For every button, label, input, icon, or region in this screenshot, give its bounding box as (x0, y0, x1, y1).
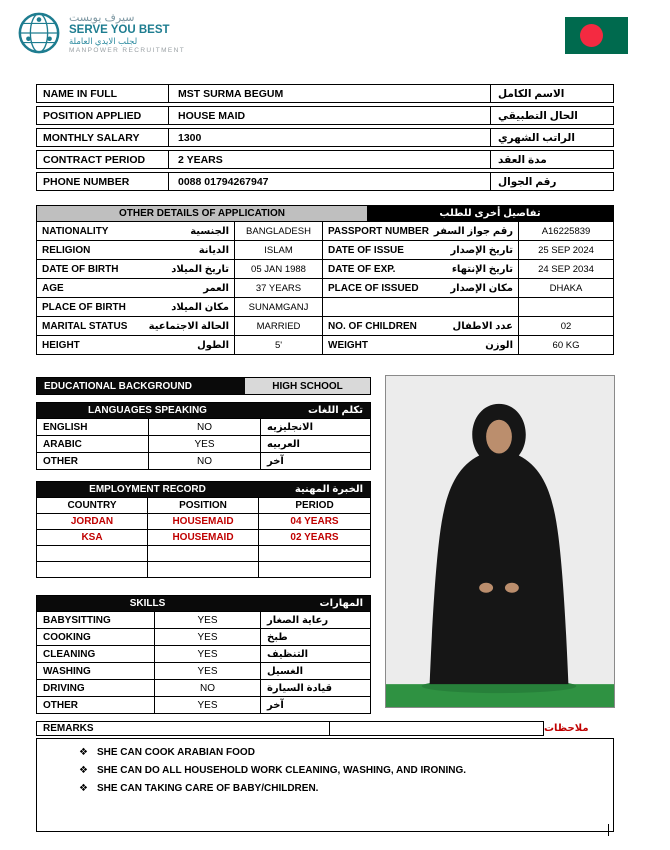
field-label-pair (37, 222, 235, 240)
field-label-en: NO. OF CHILDREN (328, 320, 417, 332)
column-header: COUNTRY (37, 498, 148, 513)
table-row (36, 260, 614, 279)
table-row (36, 663, 371, 680)
section-title-ar: تفاصيل أخرى للطلب (367, 206, 613, 221)
section-header (36, 402, 371, 419)
field-label-ar: عدد الاطفال (452, 320, 513, 332)
field-label-ar: العمر (203, 282, 229, 294)
diamond-bullet-icon: ❖ (79, 765, 88, 776)
field-label-pair (37, 260, 235, 278)
languages-section (36, 402, 371, 470)
table-row (36, 279, 614, 298)
field-value: 0088 01794267947 (169, 173, 491, 190)
employment-country: JORDAN (37, 514, 148, 529)
table-row (36, 172, 614, 191)
logo-arabic-tagline: لجلب الايدي العاملة (69, 35, 138, 46)
field-label-pair (323, 222, 519, 240)
personal-info-table (36, 84, 614, 194)
remarks-title-en: REMARKS (36, 721, 330, 736)
field-label-pair (37, 279, 235, 297)
field-label-ar: مكان الميلاد (171, 301, 229, 313)
section-header (36, 481, 371, 498)
field-label-pair (323, 317, 519, 335)
field-label-ar: تاريخ الإصدار (450, 244, 513, 256)
table-row (36, 646, 371, 663)
skill-name: WASHING (37, 663, 155, 679)
language-value: NO (149, 453, 261, 469)
logo-company-name: SERVE YOU BEST (69, 23, 170, 36)
section-header (36, 595, 371, 612)
field-label-en: PLACE OF ISSUED (328, 282, 419, 294)
table-row (36, 680, 371, 697)
employment-position: HOUSEMAID (148, 514, 259, 529)
skill-name: BABYSITTING (37, 612, 155, 628)
table-row (36, 106, 614, 125)
language-value: NO (149, 419, 261, 435)
education-value: HIGH SCHOOL (245, 378, 370, 394)
table-row (36, 84, 614, 103)
field-label-en: RELIGION (42, 244, 91, 256)
field-label-en: NAME IN FULL (37, 85, 169, 102)
diamond-bullet-icon: ❖ (79, 747, 88, 758)
skill-value: YES (155, 663, 261, 679)
table-row (36, 530, 371, 546)
logo-tagline: MANPOWER RECRUITMENT (69, 47, 186, 55)
field-label-ar: الديانة (198, 244, 229, 256)
section-title-en: SKILLS (129, 598, 166, 609)
education-title: EDUCATIONAL BACKGROUND (37, 378, 245, 394)
skill-label-ar: التنظيف (267, 648, 309, 660)
text-cursor-artifact (608, 824, 609, 836)
remark-item (79, 765, 603, 776)
remark-item (79, 747, 603, 758)
field-value: DHAKA (549, 282, 583, 294)
skill-label-ar: قيادة السيارة (267, 682, 333, 694)
employment-period: 02 YEARS (290, 532, 339, 543)
field-label-ar: الحالة الاجتماعية (148, 320, 229, 332)
employment-position (148, 546, 259, 561)
language-label-ar: العربيه (267, 438, 300, 450)
flag-circle (580, 24, 603, 47)
language-name: ENGLISH (37, 419, 149, 435)
field-label-ar: الاسم الكامل (498, 87, 565, 100)
table-row (36, 150, 614, 169)
applicant-photo (385, 375, 615, 708)
field-value: 37 YEARS (235, 279, 323, 297)
skill-value: YES (155, 646, 261, 662)
employment-period (259, 546, 370, 561)
skill-value: YES (155, 612, 261, 628)
logo-text (69, 12, 185, 55)
field-value: SUNAMGANJ (235, 298, 323, 316)
field-label-pair (323, 336, 519, 354)
company-logo (16, 10, 185, 56)
applicant-photo-image (386, 376, 614, 707)
field-label-pair (37, 317, 235, 335)
field-label-ar: مدة العقد (498, 153, 547, 166)
field-value: MST SURMA BEGUM (169, 85, 491, 102)
field-value: HOUSE MAID (169, 107, 491, 124)
field-value (519, 298, 613, 316)
employment-country (37, 546, 148, 561)
language-name: ARABIC (37, 436, 149, 452)
field-label-en: HEIGHT (42, 339, 80, 351)
table-row (36, 298, 614, 317)
table-row (36, 562, 371, 578)
field-label-ar: تاريخ الإنتهاء (451, 263, 513, 275)
section-title-ar: المهارات (319, 598, 363, 609)
column-header: PERIOD (295, 500, 334, 511)
skill-label-ar: الغسيل (267, 665, 304, 677)
diamond-bullet-icon: ❖ (79, 783, 88, 794)
table-row (36, 546, 371, 562)
field-label-en: POSITION APPLIED (37, 107, 169, 124)
table-row (36, 436, 371, 453)
table-row (36, 453, 371, 470)
field-value: MARRIED (235, 317, 323, 335)
field-label-ar: الطول (197, 339, 229, 351)
field-label-en: DATE OF BIRTH (42, 263, 119, 275)
remark-text: SHE CAN TAKING CARE OF BABY/CHILDREN. (96, 783, 319, 794)
remarks-box (36, 738, 614, 832)
remark-text: SHE CAN COOK ARABIAN FOOD (96, 747, 255, 758)
skills-section (36, 595, 371, 714)
field-label-en: MARITAL STATUS (42, 320, 128, 332)
section-header (36, 205, 614, 222)
employment-period (259, 562, 370, 577)
remark-text: SHE CAN DO ALL HOUSEHOLD WORK CLEANING, WASHING, AND IRONING. (96, 765, 467, 776)
field-label-en: DATE OF ISSUE (328, 244, 404, 256)
field-value: ISLAM (235, 241, 323, 259)
skill-value: YES (155, 697, 261, 713)
skill-label-ar: طبخ (267, 631, 288, 643)
table-row (36, 629, 371, 646)
field-label-en: NATIONALITY (42, 225, 109, 237)
field-value: 24 SEP 2034 (538, 263, 594, 275)
bangladesh-flag-icon (565, 17, 628, 54)
education-section (36, 377, 371, 395)
field-label-pair (37, 241, 235, 259)
field-label-pair (37, 336, 235, 354)
field-label-ar: الحال التطبيقي (498, 109, 578, 122)
field-label-ar: تاريخ الميلاد (171, 263, 229, 275)
section-title-en: EMPLOYMENT RECORD (89, 484, 206, 495)
field-label-ar: رقم جواز السفر (433, 225, 513, 237)
field-label-pair (37, 298, 235, 316)
field-value: 25 SEP 2024 (538, 244, 594, 256)
remark-item (79, 783, 603, 794)
skill-label-ar: آخر (267, 699, 284, 711)
column-header: POSITION (148, 498, 259, 513)
table-row (36, 697, 371, 714)
skill-value: NO (155, 680, 261, 696)
skill-label-ar: رعاية الصغار (267, 614, 329, 626)
table-row (36, 612, 371, 629)
field-label-en: PHONE NUMBER (37, 173, 169, 190)
table-row (36, 128, 614, 147)
field-label-pair (323, 279, 519, 297)
skill-value: YES (155, 629, 261, 645)
table-row (36, 336, 614, 355)
field-value: 60 KG (552, 339, 580, 351)
skill-name: DRIVING (37, 680, 155, 696)
table-row (36, 317, 614, 336)
table-row (36, 222, 614, 241)
employment-period: 04 YEARS (290, 516, 339, 527)
employment-section (36, 481, 371, 578)
field-value: 05 JAN 1988 (235, 260, 323, 278)
section-title-ar: تكلم اللغات (308, 405, 363, 416)
remarks-title-ar: ملاحظات (544, 723, 589, 734)
field-label-pair (323, 298, 519, 316)
field-value: 1300 (169, 129, 491, 146)
section-title-ar: الخبرة المهنية (294, 484, 363, 495)
section-title-en: OTHER DETAILS OF APPLICATION (37, 206, 367, 221)
table-row (36, 514, 371, 530)
field-label-pair (323, 260, 519, 278)
field-label-en: MONTHLY SALARY (37, 129, 169, 146)
field-value: BANGLADESH (235, 222, 323, 240)
language-value: YES (149, 436, 261, 452)
field-value: 5' (235, 336, 323, 354)
remarks-header (36, 721, 614, 736)
field-label-ar: الوزن (485, 339, 513, 351)
field-label-en: PLACE OF BIRTH (42, 301, 126, 313)
language-name: OTHER (37, 453, 149, 469)
other-details-table (36, 205, 614, 355)
field-label-en: PASSPORT NUMBER (328, 225, 429, 237)
skill-name: COOKING (37, 629, 155, 645)
globe-icon (16, 10, 62, 56)
field-label-en: DATE OF EXP. (328, 263, 396, 275)
remarks-empty-cell (330, 721, 544, 736)
field-value: 2 YEARS (169, 151, 491, 168)
column-headers (36, 498, 371, 514)
table-row (36, 419, 371, 436)
employment-country: KSA (37, 530, 148, 545)
employment-position: HOUSEMAID (148, 530, 259, 545)
employment-position (148, 562, 259, 577)
language-label-ar: آخر (267, 455, 284, 467)
table-row (36, 241, 614, 260)
skill-name: CLEANING (37, 646, 155, 662)
field-label-ar: الراتب الشهري (498, 131, 575, 144)
language-label-ar: الانجليزيه (267, 421, 314, 433)
field-label-en: AGE (42, 282, 64, 294)
skill-name: OTHER (37, 697, 155, 713)
employment-country (37, 562, 148, 577)
field-label-ar: مكان الإصدار (450, 282, 513, 294)
field-label-ar: رقم الجوال (498, 175, 557, 188)
field-label-en: WEIGHT (328, 339, 368, 351)
logo-arabic-name: سيرف يوبست (69, 11, 135, 24)
field-label-en: CONTRACT PERIOD (37, 151, 169, 168)
section-title-en: LANGUAGES SPEAKING (88, 405, 207, 416)
field-label-pair (323, 241, 519, 259)
field-label-ar: الجنسية (190, 225, 229, 237)
field-value: A16225839 (541, 225, 591, 237)
field-value: 02 (560, 320, 572, 332)
